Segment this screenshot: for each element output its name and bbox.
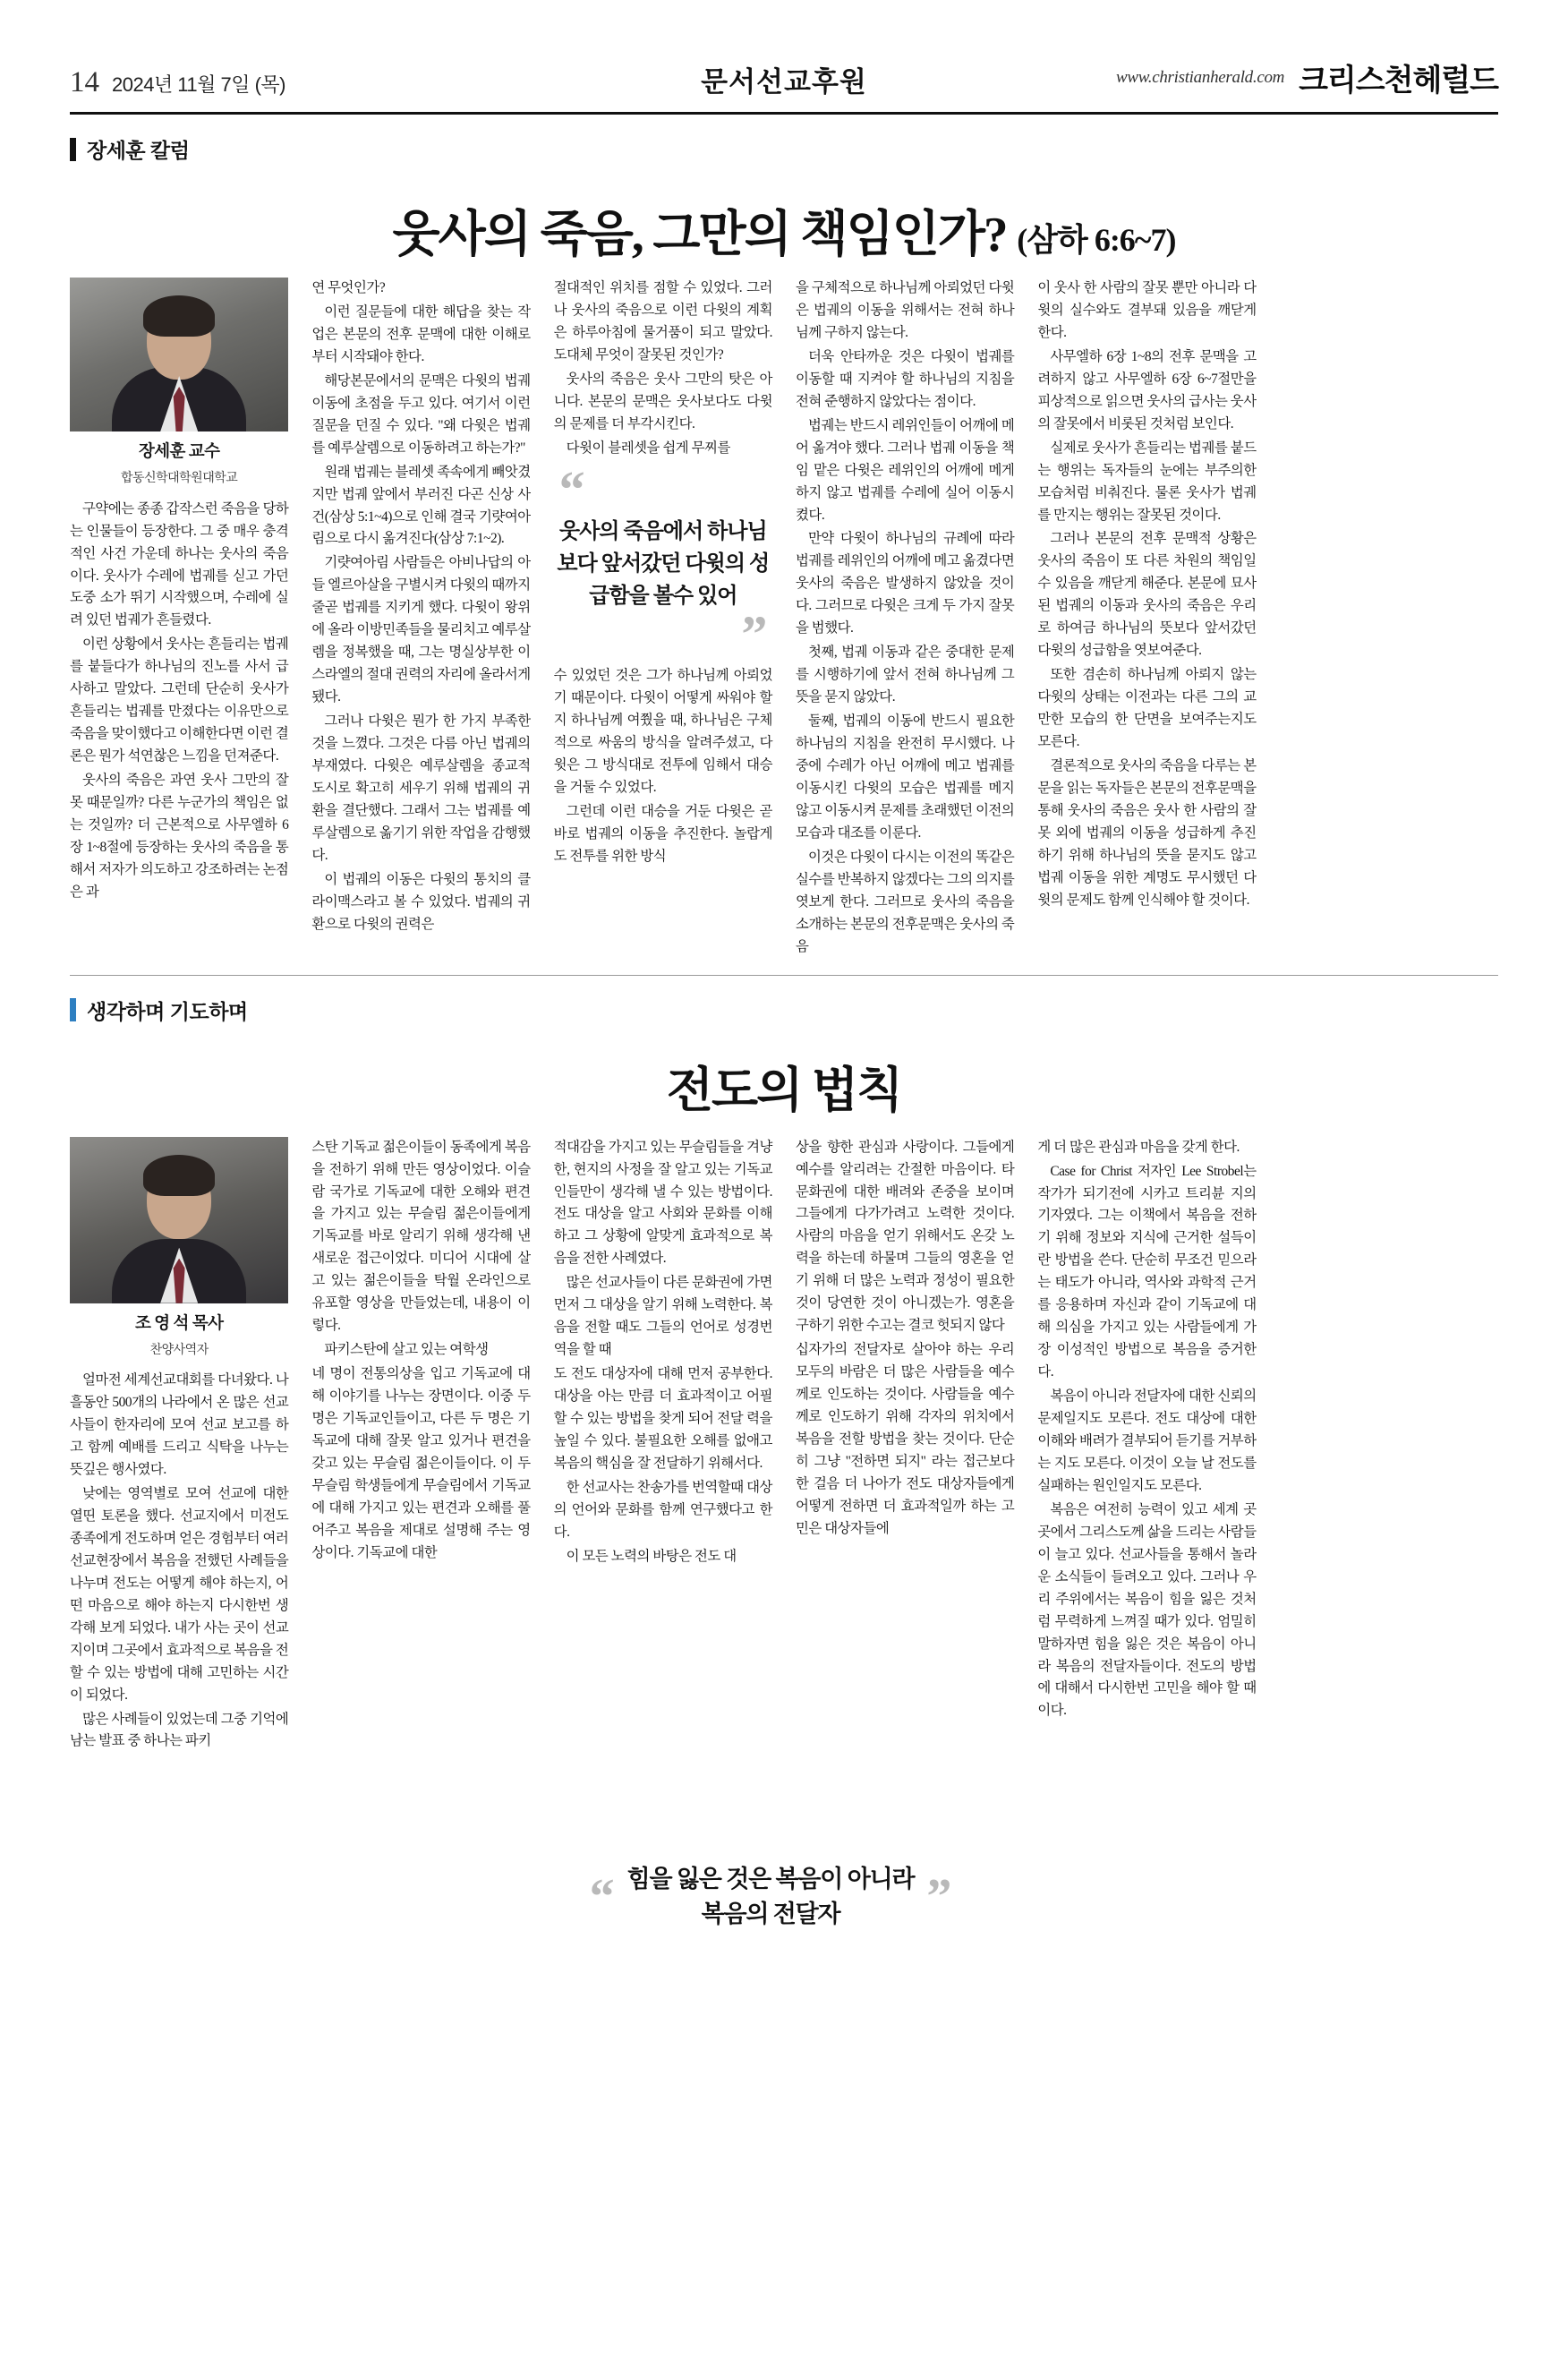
article2-author-role: 찬양사역자	[149, 1343, 209, 1357]
paragraph: 구약에는 종종 갑작스런 죽음을 당하는 인물들이 등장한다. 그 중 매우 충격적인 사건 가운데 하나는 웃사의 죽음이다. 웃사가 수레에 법궤를 싣고 가던 도중 소가 뛰기 시작했으며, 수레에 실려 있던 법궤가 흔들렸다.	[70, 500, 289, 628]
article1-col-2	[311, 278, 530, 961]
paragraph: 낮에는 영역별로 모여 선교에 대한 열띤 토론을 했다. 선교지에서 미전도 종족에게 전도하며 얻은 경험부터 여러 선교현장에서 복음을 전했던 사례들을 나누며 전도는 어떻게 해야 하는지, 어떤 마음으로 해야 하는지 다시한번 생각해 보게 되었다. 내가 사는 곳이 선교지이며 그곳에서 효과적으로 복음을 전할 수 있는 방법에 대해 고민하는 시간이 되었다.	[70, 1486, 289, 1703]
article2-col-2	[311, 1137, 530, 1756]
paragraph: 해당본문에서의 문맥은 다윗의 법궤 이동에 초점을 두고 있다. 여기서 이런 질문을 던질 수 있다. "왜 다윗은 법궤를 예루살렘으로 이동하려고 하는가?"	[311, 372, 531, 456]
paragraph: 그러나 본문의 전후 문맥적 상황은 웃사의 죽음이 또 다른 차원의 책임일 수 있음을 깨닫게 해준다. 본문에 묘사된 법궤의 이동과 웃사의 죽음은 우리로 하여금 하나님의 뜻보다 앞서갔던 다윗의 성급함을 엿보여준다.	[1037, 531, 1257, 659]
paragraph: 기럇여아림 사람들은 아비나답의 아들 엘르아살을 구별시켜 다윗의 때까지 줄곧 법궤를 지키게 했다. 다윗이 왕위에 올라 이방민족들을 물리치고 예루살렘을 정복했을 때, 그는 명실상부한 이스라엘의 절대 권력의 자리에 올라서게 됐다.	[311, 555, 531, 705]
article1-col-5	[1037, 278, 1256, 961]
paragraph: 이런 질문들에 대한 해답을 찾는 작업은 본문의 전후 문맥에 대한 이해로부터 시작돼야 한다.	[311, 303, 531, 364]
quote-open-icon: “	[558, 459, 585, 518]
paragraph: 복음이 아니라 전달자에 대한 신뢰의 문제일지도 모른다. 전도 대상에 대한 이해와 배려가 결부되어 듣기를 거부하는 지도 모른다. 이것이 오늘 날 전도를 실패하는 원인일지도 모른다.	[1037, 1388, 1257, 1493]
article1-author-role: 합동신학대학원대학교	[121, 471, 238, 485]
article2-col-5	[1037, 1137, 1256, 1756]
masthead-divider	[70, 112, 1498, 115]
article2-pull-quote-text	[627, 1862, 915, 1932]
masthead	[70, 0, 1498, 108]
paragraph: 결론적으로 웃사의 죽음을 다루는 본문을 읽는 독자들은 본문의 전후문맥을 통해 웃사의 죽음은 웃사 한 사람의 잘못 외에 법궤의 이동을 성급하게 추진하기 위해 하나님의 뜻을 묻지도 않고 법궤 이동을 위한 계명도 무시했던 다윗의 문제도 함께 인식해야 할 것이다.	[1037, 758, 1257, 908]
paragraph: 이것은 다윗이 다시는 이전의 똑같은 실수를 반복하지 않겠다는 그의 의지를 엿보게 한다. 그러므로 웃사의 죽음을 소개하는 본문의 전후문맥은 웃사의 죽음	[795, 849, 1015, 954]
article1-author-photo-block	[70, 278, 288, 490]
quote-close-icon: ”	[741, 605, 767, 664]
paragraph: 십자가의 전달자로 살아야 하는 우리 모두의 바람은 더 많은 사람들을 예수께로 인도하는 것이다. 사람들을 예수께로 인도하기 위해 각자의 위치에서 복음을 전할 방법을 찾는 것이다. 단순히 그냥 "전하면 되지" 라는 접근보다 한 걸음 더 나아가 전도 대상자들에게 어떻게 전하면 더 효과적일까 하는 고민은 대상자들에	[795, 1342, 1015, 1536]
article2-columns	[70, 1137, 1498, 1756]
paragraph: 이 법궤의 이동은 다윗의 통치의 클라이맥스라고 볼 수 있었다. 법궤의 귀환으로 다윗의 권력은	[311, 871, 531, 932]
newspaper-logo: 크리스천헤럴드	[1299, 64, 1498, 98]
paragraph: 또한 겸손히 하나님께 아뢰지 않는 다윗의 상태는 이전과는 다른 그의 교만한 모습의 한 단면을 보여주는지도 모른다.	[1037, 667, 1257, 750]
article-divider	[70, 975, 1498, 976]
quote-close-icon: ”	[926, 1869, 952, 1926]
paragraph: 절대적인 위치를 점할 수 있었다. 그러나 웃사의 죽음으로 이런 다윗의 계획은 하루아침에 물거품이 되고 말았다. 도대체 무엇이 잘못된 것인가?	[553, 280, 772, 363]
paragraph: 이 웃사 한 사람의 잘못 뿐만 아니라 다윗의 실수와도 결부돼 있음을 깨닫게 한다.	[1037, 280, 1257, 340]
masthead-left	[70, 66, 285, 99]
article2-col-1	[70, 1137, 288, 1756]
paragraph: 많은 선교사들이 다른 문화권에 가면 먼저 그 대상을 알기 위해 노력한다. 복음을 전할 때도 그들의 언어로 성경번역을 할 때	[553, 1275, 772, 1358]
paragraph: 게 더 많은 관심과 마음을 갖게 한다.	[1037, 1139, 1240, 1155]
author-photo	[70, 278, 288, 431]
paragraph: 원래 법궤는 블레셋 족속에게 빼앗겼지만 법궤 앞에서 부러진 다곤 신상 사건(삼상 5:1~4)으로 인해 결국 기럇여아림으로 다시 옮겨진다(삼상 7:1~2).	[311, 464, 531, 547]
article1-pull-quote-text: 웃사의 죽음에서 하나님보다 앞서갔던 다윗의 성급함을 볼수 있어	[557, 520, 770, 609]
article1-col-1	[70, 278, 288, 961]
paragraph: 한 선교사는 찬송가를 번역할때 대상의 언어와 문화를 함께 연구했다고 한다.	[553, 1479, 772, 1540]
section-bar-icon	[70, 998, 76, 1021]
paragraph: 연 무엇인가?	[311, 280, 386, 295]
section-bar-icon	[70, 138, 76, 161]
article2-author-name: 조 영 석 목사	[134, 1314, 224, 1333]
article1-section-text: 장세훈 칼럼	[87, 139, 190, 162]
article1-author-name: 장세훈 교수	[138, 443, 220, 461]
article1-headline-sub: (삼하 6:6~7)	[1017, 222, 1176, 258]
paragraph: 도 전도 대상자에 대해 먼저 공부한다. 대상을 아는 만큼 더 효과적이고 어필할 수 있는 방법을 찾게 되어 전달 력을 높일 수 있다. 불필요한 오해를 없애고 복음의 핵심을 잘 전달하기 위해서다.	[553, 1366, 772, 1471]
article2-section-label	[70, 995, 1498, 1025]
paragraph: 이런 상황에서 웃사는 흔들리는 법궤를 붙들다가 하나님의 진노를 사서 급사하고 말았다. 그런데 단순히 웃사가 흔들리는 법궤를 만졌다는 이유만으로 죽음을 맞이했다고 이해한다면 이런 결론은 뭔가 석연찮은 느낌을 던져준다.	[70, 636, 289, 765]
pull-quote-line-2: 복음의 전달자	[701, 1901, 840, 1928]
masthead-right	[1116, 56, 1498, 99]
article1-columns	[70, 278, 1498, 961]
article2-section-text: 생각하며 기도하며	[87, 999, 248, 1023]
paragraph: 둘째, 법궤의 이동에 반드시 필요한 하나님의 지침을 완전히 무시했다. 나중에 수레가 아닌 어깨에 메고 법궤를 이동시킨 다윗의 모습은 법궤를 메지 않고 이동시켜 문제를 초래했던 이전의 모습과 대조를 이룬다.	[795, 713, 1015, 841]
quote-open-icon: “	[589, 1869, 615, 1926]
paragraph: 실제로 웃사가 흔들리는 법궤를 붙드는 행위는 독자들의 눈에는 부주의한 모습처럼 비춰진다. 물론 웃사가 법궤를 만지는 행위는 잘못된 것이다.	[1037, 440, 1257, 523]
article1-col-3	[554, 278, 772, 961]
article2-author-photo-block	[70, 1137, 288, 1362]
author-photo	[70, 1137, 288, 1303]
article2-headline: 전도의 법칙	[666, 1063, 902, 1117]
paragraph: 수 있었던 것은 그가 하나님께 아뢰었기 때문이다. 다윗이 어떻게 싸워야 할지 하나님께 여쭸을 때, 하나님은 구체적으로 싸움의 방식을 알려주셨고, 다윗은 그 방식대로 전투에 임해서 대승을 거둘 수 있었다.	[553, 668, 772, 795]
paragraph: 더욱 안타까운 것은 다윗이 법궤를 이동할 때 지켜야 할 하나님의 지침을 전혀 준행하지 않았다는 점이다.	[795, 348, 1015, 409]
paragraph: 스탄 기독교 젊은이들이 동족에게 복음을 전하기 위해 만든 영상이었다. 이슬람 국가로 기독교에 대한 오해와 편견을 가지고 있는 무슬림 젊은이들에게 기독교를 바로 알리기 위해 생각해 낸 새로운 접근이었다. 미디어 시대에 살고 있는 젊은이들을 탁월 온라인으로 유포할 영상을 만들었는데, 내용이 이렇다.	[311, 1139, 531, 1334]
paragraph: 그런데 이런 대승을 거둔 다윗은 곧바로 법궤의 이동을 추진한다. 놀랍게도 전투를 위한 방식	[553, 803, 772, 864]
paragraph: 이 모든 노력의 바탕은 전도 대	[566, 1548, 737, 1564]
paragraph: 사무엘하 6장 1~8의 전후 문맥을 고려하지 않고 사무엘하 6장 6~7절만을 피상적으로 읽으면 웃사의 급사는 웃사의 잘못에서 비롯된 것처럼 보인다.	[1037, 348, 1257, 431]
paragraph: 적대감을 가지고 있는 무슬림들을 겨냥한, 현지의 사정을 잘 알고 있는 기독교인들만이 생각해 낼 수 있는 방법이다. 전도 대상을 알고 사회와 문화를 이해하고 그 상황에 알맞게 효과적으로 복음을 전한 사례였다.	[553, 1139, 772, 1267]
paragraph: 만약 다윗이 하나님의 규례에 따라 법궤를 레위인의 어깨에 메고 옮겼다면 웃사의 죽음은 발생하지 않았을 것이다. 그러므로 다윗은 크게 두 가지 잘못을 범했다.	[795, 531, 1015, 636]
page-number: 14	[70, 66, 99, 98]
article2-col-6	[1280, 1137, 1498, 1756]
paragraph: 상을 향한 관심과 사랑이다. 그들에게 예수를 알리려는 간절한 마음이다. 타문화권에 대한 배려와 존중을 보이며 그들에게 다가가려고 노력한 것이다. 사람의 마음을 얻기 위해서도 온갖 노력을 하는데 하물며 그들의 영혼을 얻기 위해 더 많은 노력과 정성이 필요한 것이 당연한 것이 아니겠는가. 영혼을 구하기 위한 수고는 결코 헛되지 않다	[795, 1139, 1015, 1334]
paragraph: 파키스탄에 살고 있는 여학생	[324, 1342, 489, 1358]
paragraph: 네 명이 전통의상을 입고 기독교에 대해 이야기를 나누는 장면이다. 이중 두 명은 기독교인들이고, 다른 두 명은 기독교에 대해 잘못 알고 있거나 편견을 갖고 있는 무슬림 젊은이들이다. 이 두 무슬림 학생들에게 무슬림에서 기독교에 대해 가지고 있는 편견과 오해를 풀어주고 복음을 제대로 설명해 주는 영상이다. 기독교에 대한	[311, 1366, 531, 1560]
article1-headline-main: 웃사의 죽음, 그만의 책임인가?	[392, 207, 1007, 261]
paragraph: 복음은 여전히 능력이 있고 세계 곳곳에서 그리스도께 삶을 드리는 사람들이 늘고 있다. 선교사들을 통해서 놀라운 소식들이 들려오고 있다. 그러나 우리 주위에서는 복음이 힘을 잃은 것처럼 무력하게 느껴질 때가 있다. 엄밀히 말하자면 힘을 잃은 것은 복음이 아니라 복음의 전달자들이다. 전도의 방법에 대해서 다시한번 고민을 해야 할 때이다.	[1037, 1501, 1257, 1719]
paragraph: 첫째, 법궤 이동과 같은 중대한 문제를 시행하기에 앞서 전혀 하나님께 그 뜻을 묻지 않았다.	[795, 645, 1015, 705]
paragraph: 얼마전 세계선교대회를 다녀왔다. 나흘동안 500개의 나라에서 온 많은 선교사들이 한자리에 모여 선교 보고를 하고 함께 예배를 드리고 식탁을 나누는 뜻깊은 행사였다.	[70, 1372, 289, 1478]
article2-col-4	[796, 1137, 1014, 1756]
article1-headline	[70, 194, 1498, 265]
paragraph: 웃사의 죽음은 웃사 그만의 탓은 아니다. 본문의 문맥은 웃사보다도 다윗의 문제를 더 부각시킨다.	[553, 371, 772, 431]
article2-pull-quote	[358, 1844, 1183, 1948]
paragraph: 다윗이 블레셋을 쉽게 무찌를	[566, 440, 730, 456]
article2-col-3	[554, 1137, 772, 1756]
website-url[interactable]: www.christianherald.com	[1116, 67, 1285, 87]
photo-hair-shape	[143, 295, 215, 337]
pull-quote-line-1: 힘을 잃은 것은 복음이 아니라	[626, 1866, 915, 1892]
paragraph: 웃사의 죽음은 과연 웃사 그만의 잘못 때문일까? 다른 누군가의 책임은 없는 것일까? 더 근본적으로 사무엘하 6장 1~8절에 등장하는 웃사의 죽음을 통해서 저자가 의도하고 강조하려는 논점은 과	[70, 773, 289, 900]
paragraph: 그러나 다윗은 뭔가 한 가지 부족한 것을 느꼈다. 그것은 다름 아닌 법궤의 부재였다. 다윗은 예루살렘을 종교적 도시로 확고히 세우기 위해 법궤의 귀환을 결단했다. 그래서 그는 법궤를 예루살렘으로 옮기기 위한 작업을 감행했다.	[311, 713, 531, 863]
paragraph: 을 구체적으로 하나님께 아뢰었던 다윗은 법궤의 이동을 위해서는 전혀 하나님께 구하지 않는다.	[795, 280, 1015, 340]
article1-col-4	[796, 278, 1014, 961]
paragraph: Case for Christ 저자인 Lee Strobel는 작가가 되기전에 시카고 트리뷴 지의 기자였다. 그는 이책에서 복음을 전하기 위해 정보와 지식에 근거한 설득이란 방법을 쓴다. 단순히 무조건 믿으라는 태도가 아니라, 역사와 과학적 근거를 응용하며 자신과 같이 기독교에 대해 의심을 가지고 있는 사람들에게 가장 이성적인 방법으로 복음을 증거한다.	[1037, 1163, 1257, 1380]
paragraph: 법궤는 반드시 레위인들이 어깨에 메어 옮겨야 했다. 그러나 법궤 이동을 책임 맡은 다윗은 레위인의 어깨에 메게 하지 않고 법궤를 수레에 실어 이동시켰다.	[795, 417, 1015, 523]
article1-section-label	[70, 134, 1498, 164]
article1-pull-quote	[554, 459, 772, 664]
article1-col-6	[1280, 278, 1498, 961]
publication-date: 2024년 11월 7일 (목)	[112, 73, 286, 96]
paragraph: 많은 사례들이 있었는데 그중 기억에 남는 발표 중 하나는 파키	[70, 1711, 289, 1749]
masthead-center-title: 문서선교후원	[701, 66, 867, 98]
photo-hair-shape	[143, 1155, 215, 1196]
